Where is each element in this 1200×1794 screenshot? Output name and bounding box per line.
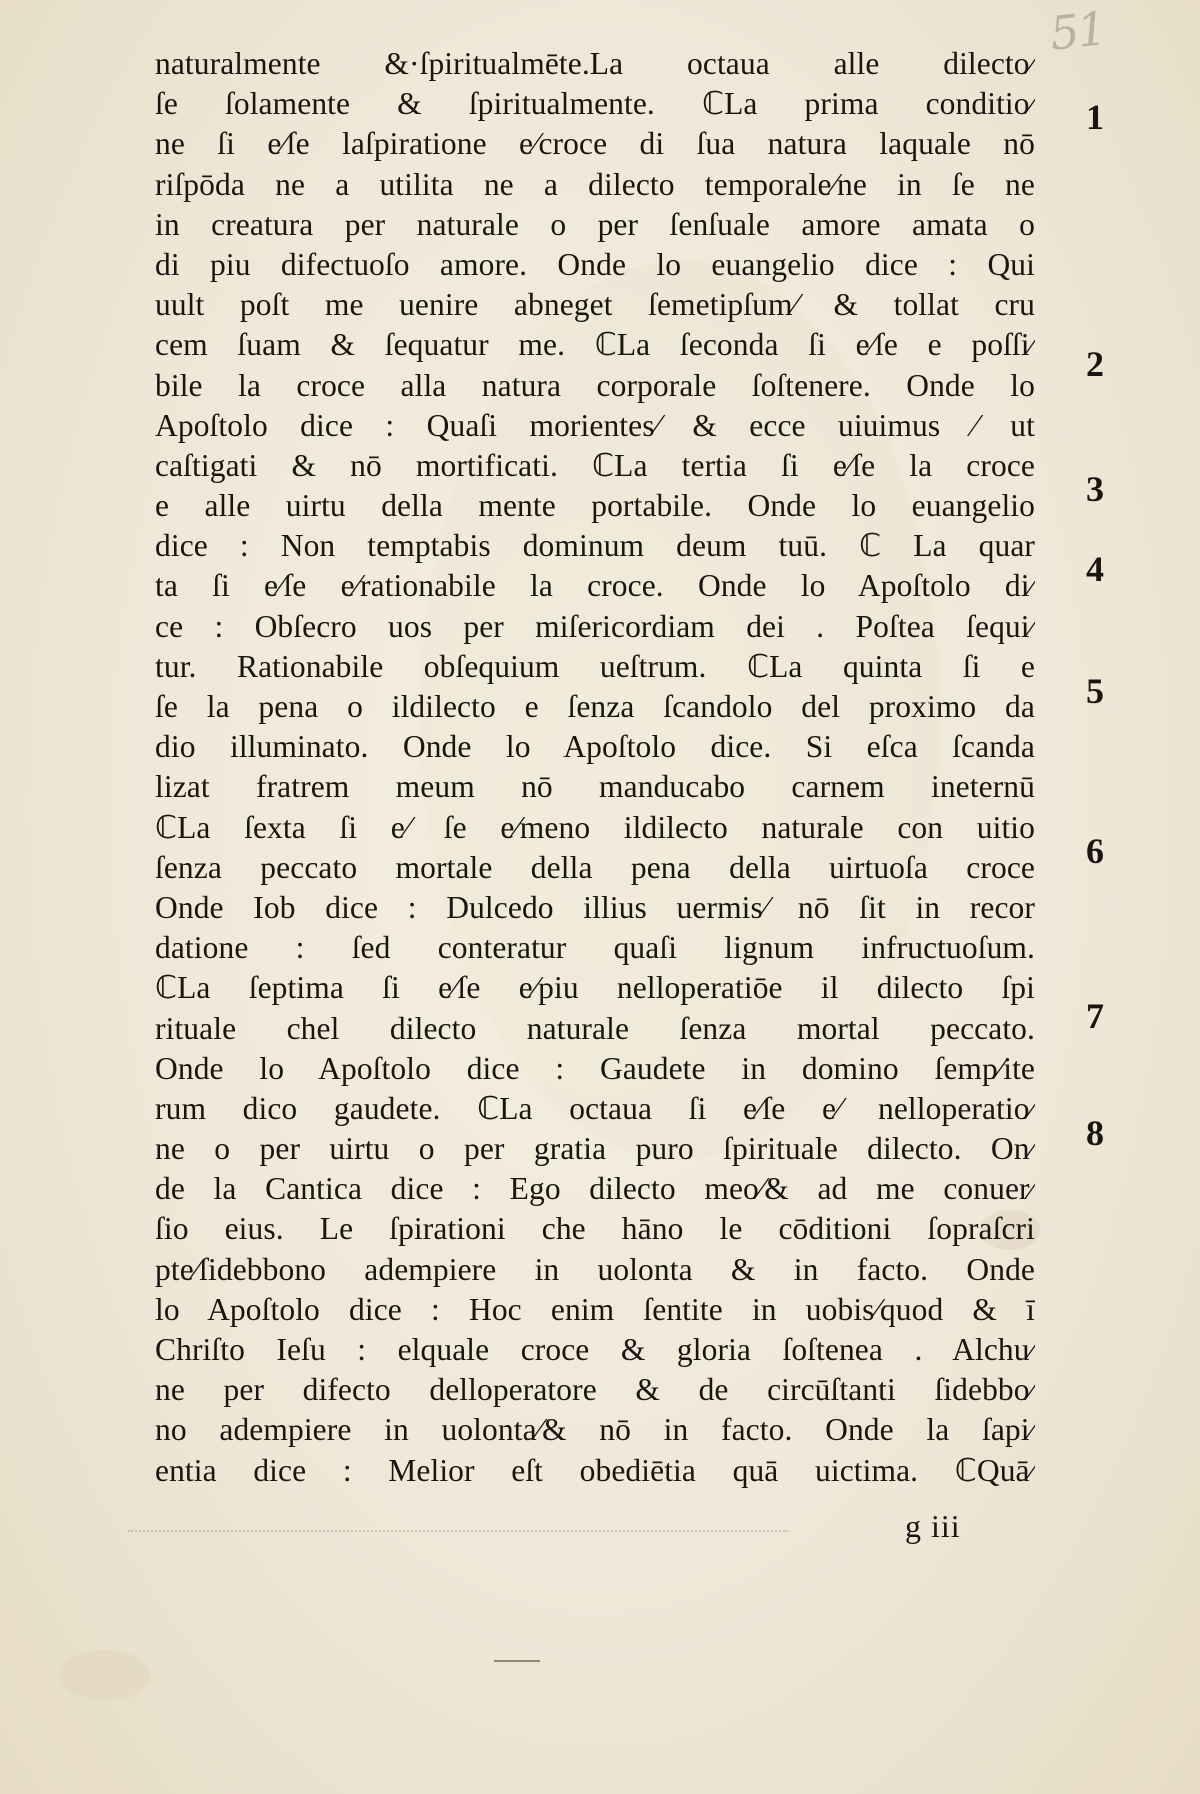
text-line: rum dico gaudete. ℂLa octaua ſi e⁄ſe e⁄ nelloperatio⁄ [155, 1090, 1035, 1126]
margin-number: 3 [1086, 469, 1104, 509]
margin-number: 2 [1086, 344, 1104, 384]
margin-number: 8 [1086, 1113, 1104, 1153]
text-line: ſio eius. Le ſpirationi che hāno le cōditioni ſopraſcri [155, 1211, 1035, 1247]
text-line: tur. Rationabile obſequium ueſtrum. ℂLa quinta ſi e [155, 648, 1035, 684]
text-line: cem ſuam & ſequatur me. ℂLa ſeconda ſi e⁄ſe e poſſi⁄ [155, 327, 1035, 363]
text-line: lo Apoſtolo dice : Hoc enim ſentite in uobis⁄quod & ī [155, 1291, 1035, 1327]
text-line: riſpōda ne a utilita ne a dilecto temporale⁄ne in ſe ne [155, 166, 1035, 202]
page-stain [60, 1650, 150, 1700]
margin-number: 4 [1086, 549, 1104, 589]
text-line: no adempiere in uolonta⁄& nō in facto. Onde la ſapi⁄ [155, 1412, 1035, 1448]
text-line: bile la croce alla natura corporale ſoſtenere. Onde lo [155, 367, 1035, 403]
text-line: lizat fratrem meum nō manducabo carnem ineternū [155, 769, 1035, 805]
printer-mark [494, 1660, 540, 1662]
text-line: ſe la pena o ildilecto e ſenza ſcandolo del proximo da [155, 689, 1035, 724]
margin-number: 1 [1086, 97, 1104, 137]
text-line: ſe ſolamente & ſpiritualmente. ℂLa prima conditio⁄ [155, 86, 1035, 122]
text-line: ta ſi e⁄ſe e⁄rationabile la croce. Onde lo Apoſtolo di⁄ [155, 568, 1035, 604]
ink-specks [128, 1518, 788, 1532]
text-line: ce : Obſecro uos per miſericordiam dei . Poſtea ſequi⁄ [155, 608, 1035, 644]
text-line: di piu difectuoſo amore. Onde lo euangelio dice : Qui [155, 246, 1035, 282]
text-line: de la Cantica dice : Ego dilecto meo⁄& ad me conuer⁄ [155, 1171, 1035, 1207]
text-line: ne per difecto delloperatore & de circūſtanti ſidebbo⁄ [155, 1372, 1035, 1408]
text-line: Onde lo Apoſtolo dice : Gaudete in domino ſemp⁄ite [155, 1050, 1035, 1086]
text-line: uult poſt me uenire abneget ſemetipſum⁄ & tollat cru [155, 287, 1035, 323]
text-line: ne ſi e⁄ſe laſpiratione e⁄croce di ſua natura laquale nō [155, 126, 1035, 162]
text-line: naturalmente &·ſpiritualmēte.La octaua alle dilecto⁄ [155, 46, 1035, 81]
margin-numbers [1075, 0, 1135, 1794]
text-line: pte⁄ſidebbono adempiere in uolonta & in facto. Onde [155, 1251, 1035, 1287]
text-line: in creatura per naturale o per ſenſuale amore amata o [155, 206, 1035, 242]
text-line: rituale chel dilecto naturale ſenza mortal peccato. [155, 1010, 1035, 1046]
text-line: Apoſtolo dice : Quaſi morientes⁄ & ecce uiuimus ⁄ ut [155, 407, 1035, 443]
text-line: ne o per uirtu o per gratia puro ſpirituale dilecto. On⁄ [155, 1131, 1035, 1167]
text-line: ℂLa ſexta ſi e⁄ ſe e⁄meno ildilecto naturale con uitio [155, 809, 1035, 845]
text-line: Onde Iob dice : Dulcedo illius uermis⁄ nō ſit in recor [155, 889, 1035, 925]
margin-number: 7 [1086, 996, 1104, 1036]
text-block [155, 44, 1035, 1491]
text-line: datione : ſed conteratur quaſi lignum infructuoſum. [155, 930, 1035, 966]
text-line: e alle uirtu della mente portabile. Onde lo euangelio [155, 488, 1035, 524]
text-line: dio illuminato. Onde lo Apoſtolo dice. Si eſca ſcanda [155, 729, 1035, 765]
margin-number: 5 [1086, 671, 1104, 711]
signature-mark: g iii [905, 1508, 961, 1544]
text-line: dice : Non temptabis dominum deum tuū. ℂ La quar [155, 528, 1035, 564]
text-line: Chriſto Ieſu : elquale croce & gloria ſoſtenea . Alchu⁄ [155, 1332, 1035, 1367]
text-line: ℂLa ſeptima ſi e⁄ſe e⁄piu nelloperatiōe il dilecto ſpi [155, 970, 1035, 1006]
folio-number: 51 [1047, 1, 1108, 61]
text-line: entia dice : Melior eſt obediētia quā uictima. ℂQuā⁄ [155, 1452, 1035, 1488]
text-line: caſtigati & nō mortificati. ℂLa tertia ſi e⁄ſe la croce [155, 447, 1035, 483]
margin-number: 6 [1086, 831, 1104, 871]
text-line: ſenza peccato mortale della pena della uirtuoſa croce [155, 849, 1035, 885]
